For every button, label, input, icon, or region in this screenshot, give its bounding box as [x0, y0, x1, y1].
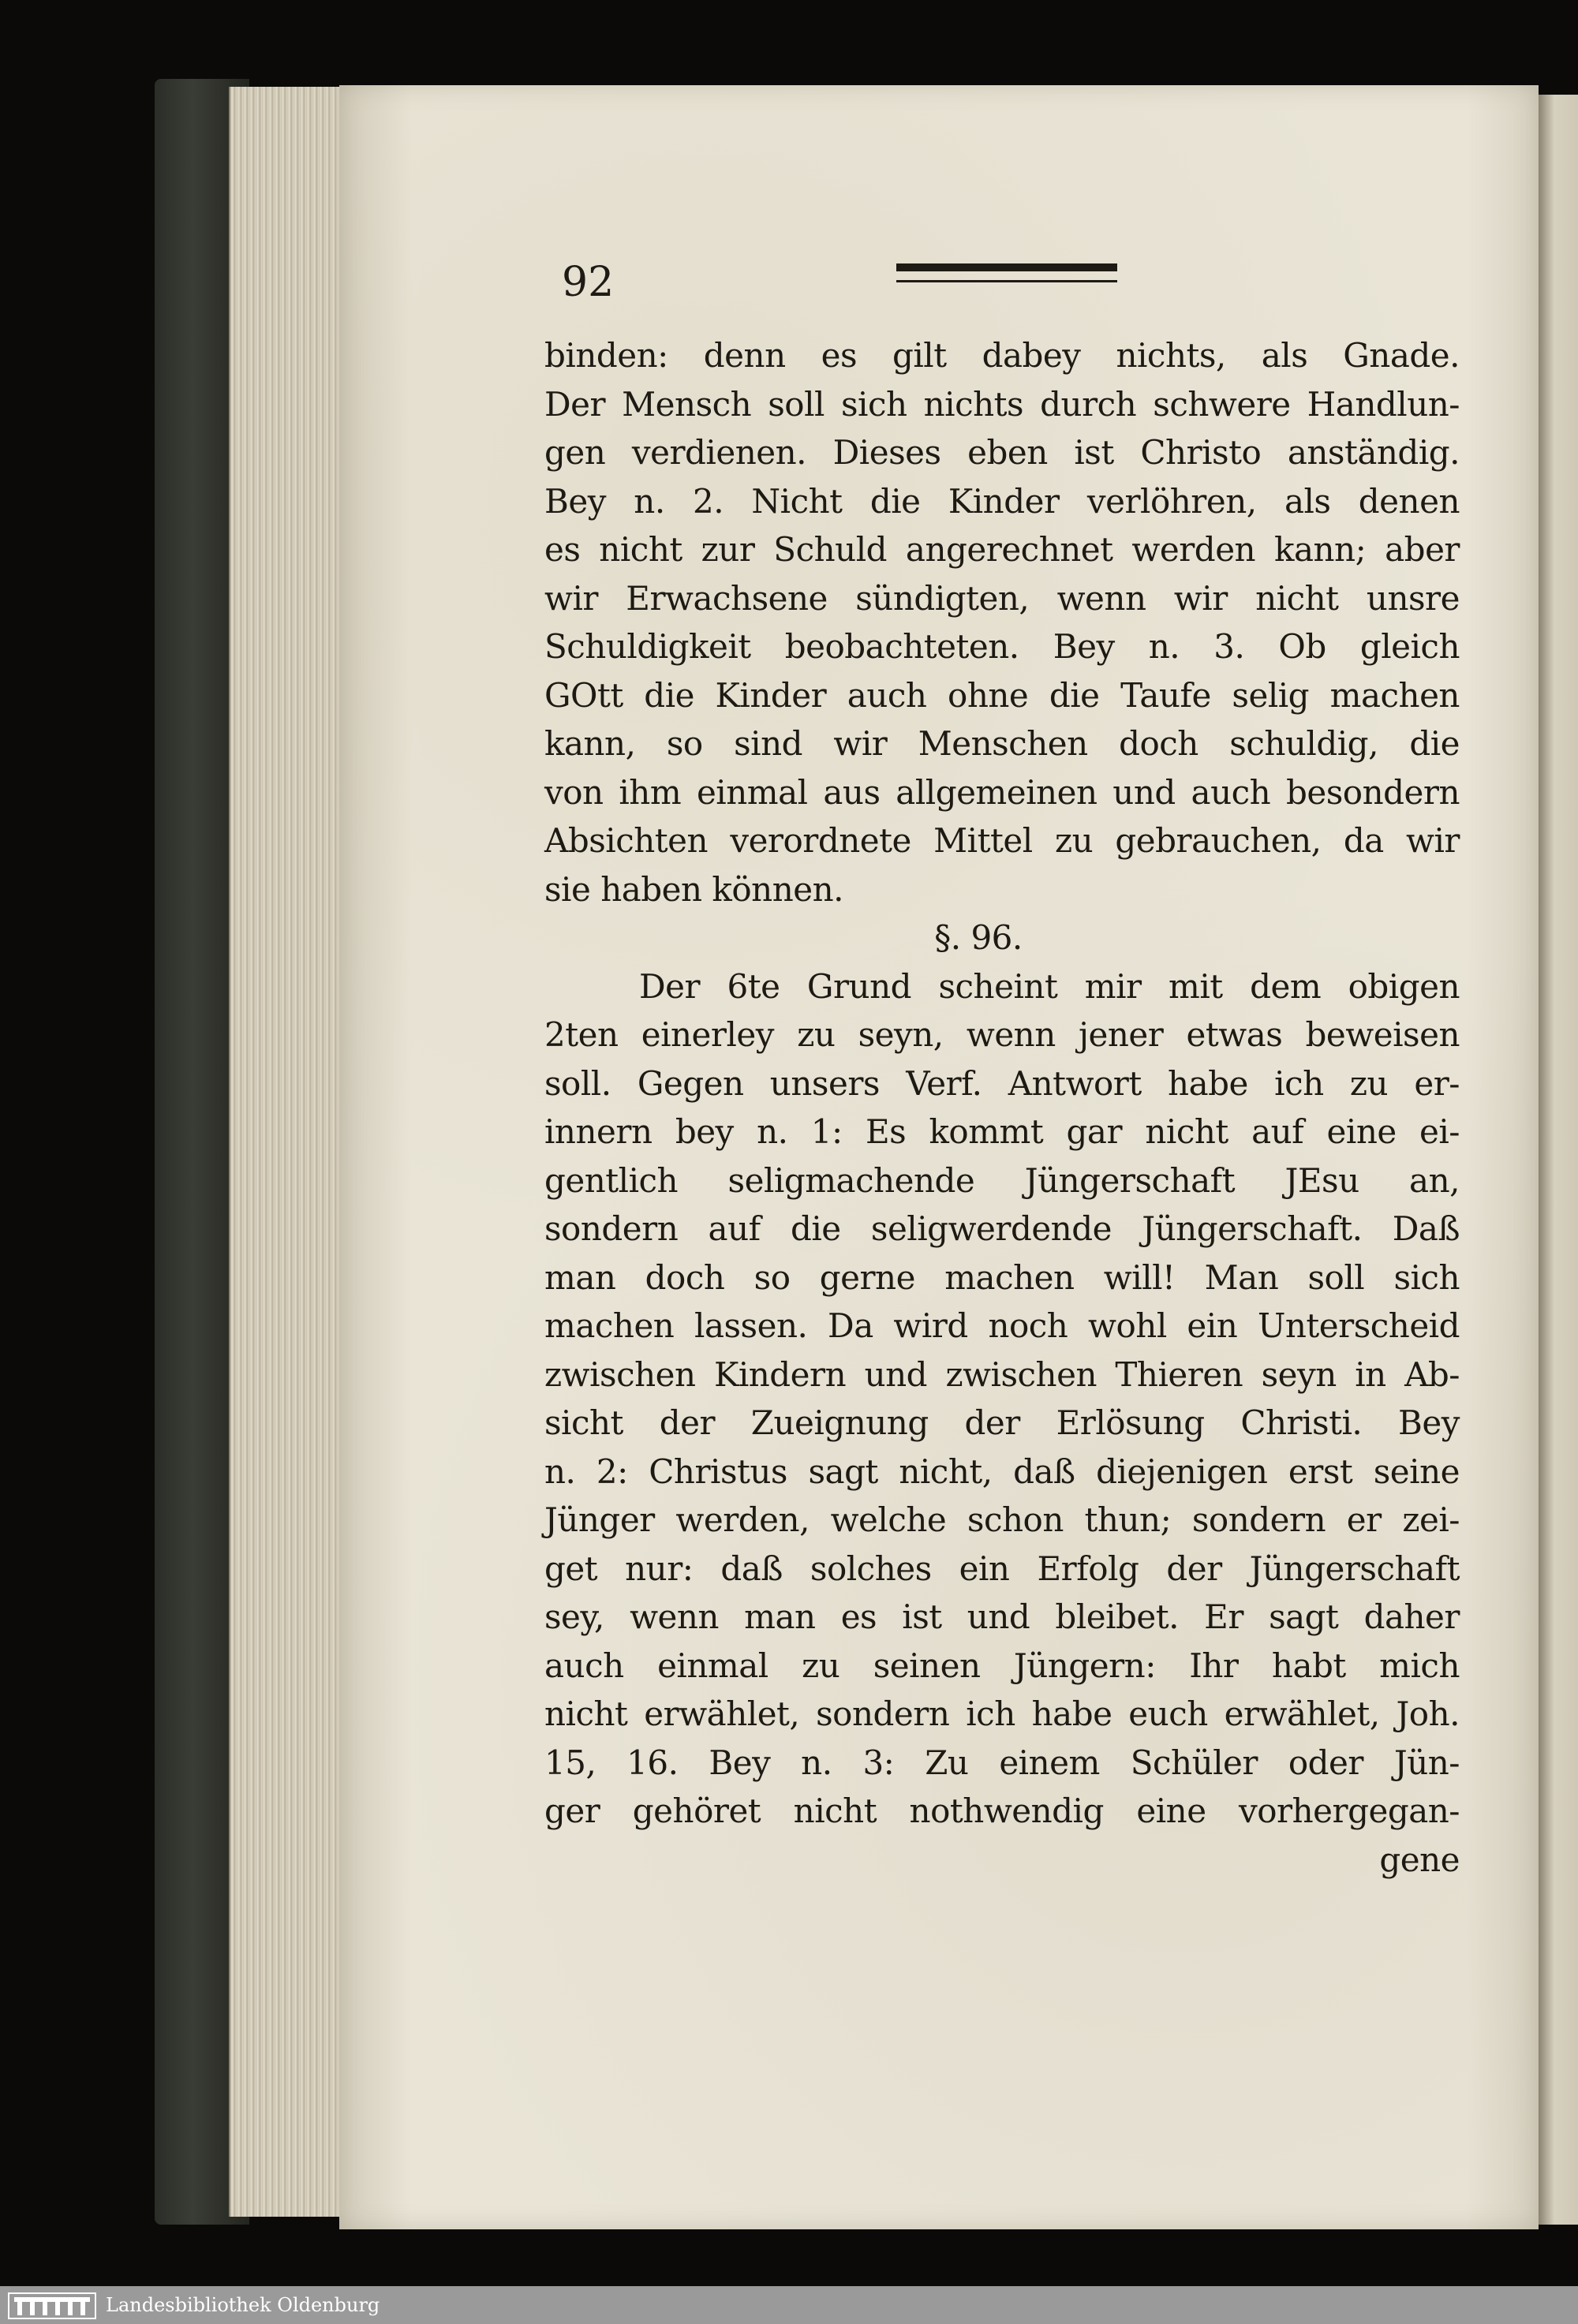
facing-page-edge: [1539, 95, 1578, 2225]
text-line: es nicht zur Schuld angerechnet werden kann; aber: [544, 530, 1460, 569]
library-building-icon: [8, 2292, 96, 2319]
footer-bar: [0, 2286, 1578, 2324]
section-heading: §. 96.: [934, 918, 1023, 957]
text-line: GOtt die Kinder auch ohne die Taufe selig machen: [544, 675, 1460, 715]
text-line: auch einmal zu seinen Jüngern: Ihr habt mich: [544, 1646, 1460, 1685]
text-line: Bey n. 2. Nicht die Kinder verlöhren, als denen: [544, 481, 1460, 521]
text-line: Der Mensch soll sich nichts durch schwere Handlun-: [544, 384, 1460, 424]
text-line: get nur: daß solches ein Erfolg der Jüngerschaft: [544, 1549, 1460, 1588]
text-line: sie haben können.: [544, 869, 844, 909]
footer-institution: Landesbibliothek Oldenburg: [106, 2294, 380, 2316]
page-number: 92: [562, 259, 615, 306]
text-line: nicht erwählet, sondern ich habe euch erwählet, Joh.: [544, 1694, 1460, 1733]
text-line: Jünger werden, welche schon thun; sondern er zei-: [544, 1500, 1460, 1539]
text-line: sicht der Zueignung der Erlösung Christi. Bey: [544, 1403, 1460, 1442]
text-line: gen verdienen. Dieses eben ist Christo anständig.: [544, 433, 1460, 472]
text-line: Schuldigkeit beobachteten. Bey n. 3. Ob gleich: [544, 627, 1460, 666]
text-line: 2ten einerley zu seyn, wenn jener etwas beweisen: [544, 1015, 1460, 1054]
text-line: gentlich seligmachende Jüngerschaft JEsu an,: [544, 1160, 1460, 1200]
text-line: machen lassen. Da wird noch wohl ein Unterscheid: [544, 1306, 1460, 1345]
text-line: n. 2: Christus sagt nicht, daß diejenigen erst seine: [544, 1452, 1460, 1491]
text-line: wir Erwachsene sündigten, wenn wir nicht unsre: [544, 578, 1460, 618]
text-line: sondern auf die seligwerdende Jüngerschaft. Daß: [544, 1209, 1460, 1248]
page-text: [544, 331, 1460, 1884]
header-rule: [896, 263, 1117, 282]
text-line: 15, 16. Bey n. 3: Zu einem Schüler oder Jün-: [544, 1743, 1460, 1782]
page-edges: [229, 87, 357, 2217]
text-line: Der 6te Grund scheint mir mit dem obigen: [639, 966, 1460, 1006]
text-line: ger gehöret nicht nothwendig eine vorhergegan-: [544, 1792, 1460, 1830]
text-line: zwischen Kindern und zwischen Thieren seyn in Ab-: [544, 1354, 1460, 1394]
text-line: innern bey n. 1: Es kommt gar nicht auf eine ei-: [544, 1112, 1460, 1151]
text-line: soll. Gegen unsers Verf. Antwort habe ich zu er-: [544, 1063, 1460, 1103]
text-line: binden: denn es gilt dabey nichts, als Gnade.: [544, 336, 1460, 375]
text-line: man doch so gerne machen will! Man soll sich: [544, 1257, 1460, 1297]
text-line: von ihm einmal aus allgemeinen und auch besondern: [544, 772, 1460, 812]
text-line: Absichten verordnete Mittel zu gebrauchen, da wir: [544, 821, 1460, 860]
catchword: gene: [1379, 1840, 1460, 1879]
text-line: kann, so sind wir Menschen doch schuldig, die: [544, 724, 1460, 763]
text-line: sey, wenn man es ist und bleibet. Er sagt daher: [544, 1597, 1460, 1636]
